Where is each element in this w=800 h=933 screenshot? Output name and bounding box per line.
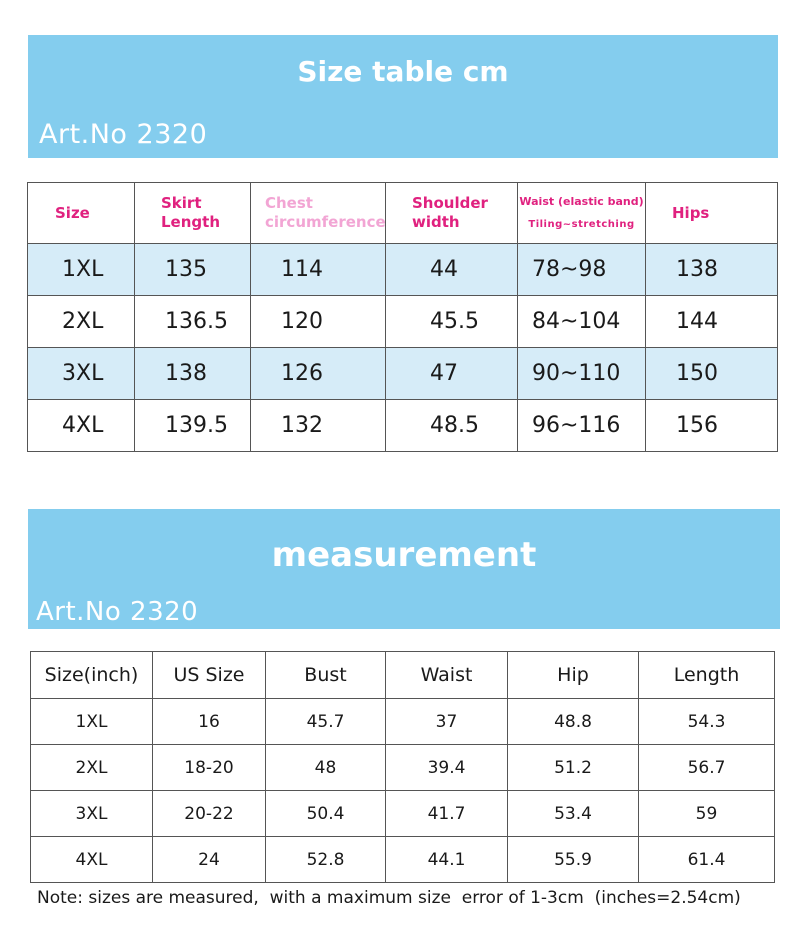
- header-skirt-length-line2: Length: [161, 213, 220, 231]
- header-us-size: US Size: [153, 652, 266, 699]
- cell-size: 4XL: [28, 400, 135, 452]
- cell-us-size: 24: [153, 837, 266, 883]
- cell-skirt-length: 135: [135, 244, 251, 296]
- cell-shoulder: 45.5: [386, 296, 518, 348]
- cell-waist: 37: [386, 699, 508, 745]
- cell-waist: 39.4: [386, 745, 508, 791]
- header-shoulder-line2: width: [412, 213, 460, 231]
- cell-length: 61.4: [639, 837, 775, 883]
- cell-shoulder: 47: [386, 348, 518, 400]
- header-skirt-length: [135, 183, 251, 244]
- header-bust: Bust: [266, 652, 386, 699]
- size-table-header-row: [28, 183, 778, 244]
- cell-hips: 150: [646, 348, 778, 400]
- table-row: [28, 348, 778, 400]
- cell-size: 4XL: [31, 837, 153, 883]
- cell-chest: 126: [251, 348, 386, 400]
- cell-waist: 44.1: [386, 837, 508, 883]
- measurement-banner: [28, 509, 780, 629]
- cell-hip: 48.8: [508, 699, 639, 745]
- table-row: [28, 400, 778, 452]
- cell-bust: 50.4: [266, 791, 386, 837]
- measurement-title: measurement: [271, 535, 537, 575]
- table-row: [31, 699, 775, 745]
- cell-skirt-length: 136.5: [135, 296, 251, 348]
- cell-us-size: 18-20: [153, 745, 266, 791]
- header-waist-main: Waist (elastic band): [519, 195, 644, 208]
- table-row: [28, 244, 778, 296]
- size-table-banner: [28, 35, 778, 158]
- cell-length: 56.7: [639, 745, 775, 791]
- cell-bust: 52.8: [266, 837, 386, 883]
- header-waist: [518, 183, 646, 244]
- header-waist: Waist: [386, 652, 508, 699]
- header-waist-sub: Tiling~stretching: [528, 219, 635, 230]
- header-hips: Hips: [646, 183, 778, 244]
- header-size-inch: Size(inch): [31, 652, 153, 699]
- table-row: [31, 745, 775, 791]
- measurement-header-row: [31, 652, 775, 699]
- cell-size: 1XL: [28, 244, 135, 296]
- cell-waist: 90~110: [518, 348, 646, 400]
- cell-hip: 53.4: [508, 791, 639, 837]
- cell-skirt-length: 139.5: [135, 400, 251, 452]
- cell-waist: 78~98: [518, 244, 646, 296]
- cell-us-size: 20-22: [153, 791, 266, 837]
- cell-size: 2XL: [28, 296, 135, 348]
- header-chest: [251, 183, 386, 244]
- table-row: [31, 791, 775, 837]
- cell-skirt-length: 138: [135, 348, 251, 400]
- size-table: [27, 182, 778, 452]
- size-table-title: Size table cm: [297, 55, 509, 88]
- cell-us-size: 16: [153, 699, 266, 745]
- header-hip: Hip: [508, 652, 639, 699]
- cell-waist: 41.7: [386, 791, 508, 837]
- cell-length: 59: [639, 791, 775, 837]
- table-row: [28, 296, 778, 348]
- cell-size: 2XL: [31, 745, 153, 791]
- cell-bust: 48: [266, 745, 386, 791]
- header-size: Size: [28, 183, 135, 244]
- cell-chest: 120: [251, 296, 386, 348]
- size-table-art-no: Art.No 2320: [39, 119, 208, 150]
- cell-length: 54.3: [639, 699, 775, 745]
- cell-bust: 45.7: [266, 699, 386, 745]
- size-note: Note: sizes are measured, with a maximum size error of 1-3cm (inches=2.54cm): [37, 888, 741, 908]
- table-row: [31, 837, 775, 883]
- cell-waist: 84~104: [518, 296, 646, 348]
- cell-waist: 96~116: [518, 400, 646, 452]
- measurement-table: [30, 651, 775, 883]
- header-length: Length: [639, 652, 775, 699]
- header-chest-line2: circumference: [265, 213, 386, 231]
- header-shoulder-line1: Shoulder: [412, 194, 488, 212]
- header-skirt-length-line1: Skirt: [161, 194, 202, 212]
- header-shoulder: [386, 183, 518, 244]
- cell-hips: 138: [646, 244, 778, 296]
- measurement-art-no: Art.No 2320: [36, 597, 199, 627]
- cell-chest: 132: [251, 400, 386, 452]
- cell-hips: 144: [646, 296, 778, 348]
- cell-chest: 114: [251, 244, 386, 296]
- cell-size: 3XL: [28, 348, 135, 400]
- cell-hip: 55.9: [508, 837, 639, 883]
- cell-size: 3XL: [31, 791, 153, 837]
- header-chest-line1: Chest: [265, 194, 313, 212]
- cell-shoulder: 48.5: [386, 400, 518, 452]
- cell-size: 1XL: [31, 699, 153, 745]
- cell-hip: 51.2: [508, 745, 639, 791]
- cell-hips: 156: [646, 400, 778, 452]
- cell-shoulder: 44: [386, 244, 518, 296]
